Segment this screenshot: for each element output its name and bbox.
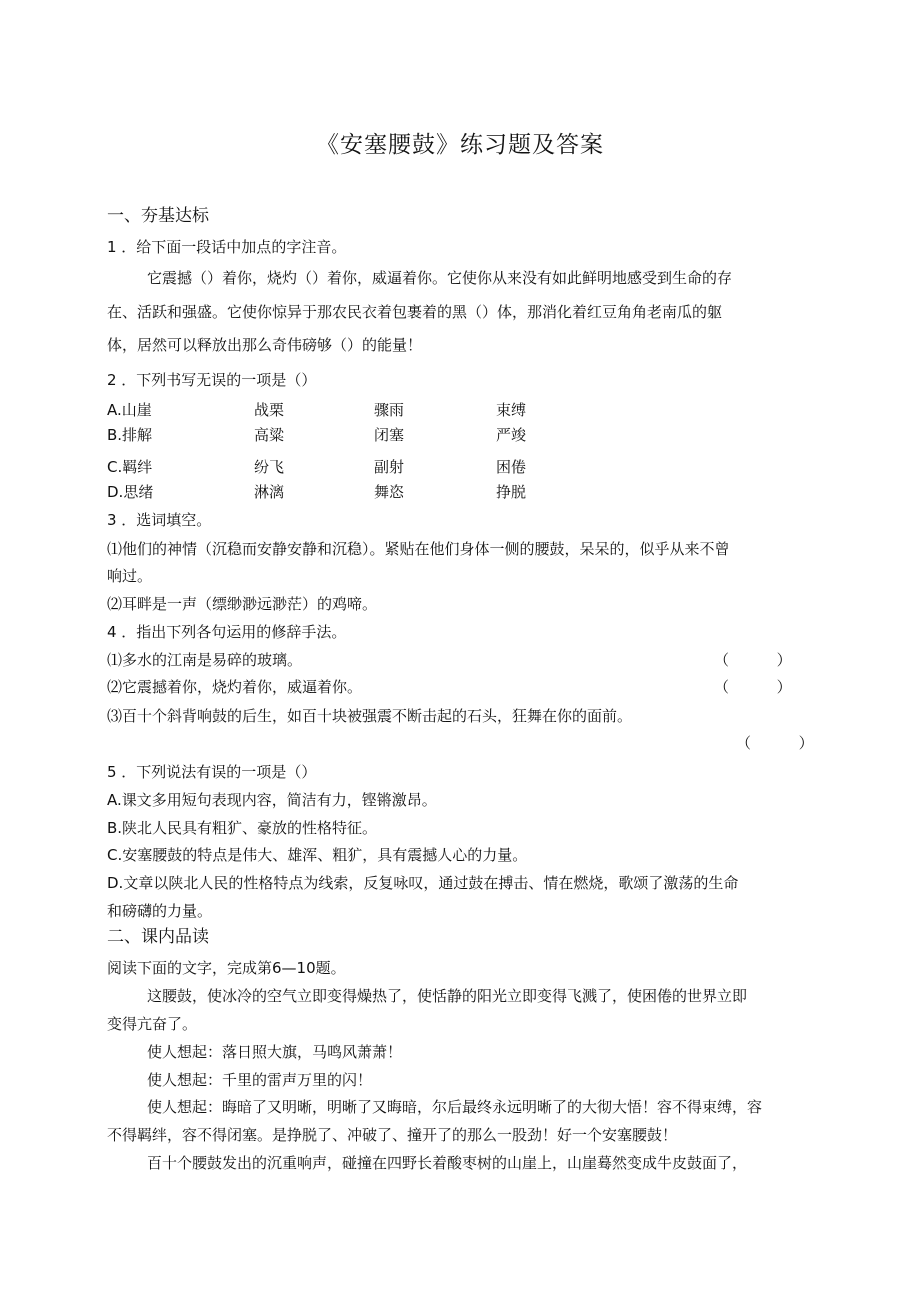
option-c-word-2: 纷飞 [254,458,285,476]
answer-blank: （ ） [714,678,792,696]
option-a-word-2: 战栗 [254,401,285,419]
question-5-option-cont: 和磅礴的力量。 [107,902,213,920]
option-c-word-1: C.羁绊 [107,458,153,476]
question-3-item-1-cont: 响过。 [107,567,153,585]
option-d-word-4: 挣脱 [496,483,527,501]
question-5-option: B.陕北人民具有粗犷、豪放的性格特征。 [107,819,378,837]
section-heading-2: 二、课内品读 [107,927,209,947]
question-4-item-1: ⑴多水的江南是易碎的玻璃。 [107,651,303,669]
option-c-word-4: 困倦 [496,458,527,476]
section-heading-1: 一、夯基达标 [107,206,209,226]
question-5-option: C.安塞腰鼓的特点是伟大、雄浑、粗犷，具有震撼人心的力量。 [107,846,528,864]
question-5-option: A.课文多用短句表现内容，简洁有力，铿锵激昂。 [107,791,437,809]
question-4-item-3: ⑶百十个斜背响鼓的后生，如百十块被强震不断击起的石头，狂舞在你的面前。 [107,707,633,725]
question-1-stem: 1 ．给下面一段话中加点的字注音。 [107,238,347,256]
question-4-item-2: ⑵它震撼着你，烧灼着你，威逼着你。 [107,678,363,696]
question-5-option: D.文章以陕北人民的性格特点为线索，反复咏叹，通过鼓在搏击、情在燃烧，歌颂了激荡的生命 [107,874,739,892]
option-a-word-4: 束缚 [496,401,527,419]
question-1-line: 在、活跃和强盛。它使你惊异于那农民衣着包裹着的黑（）体，那消化着红豆角角老南瓜的躯 [107,303,723,321]
option-a-word-3: 骤雨 [374,401,405,419]
question-3-stem: 3 ．选词填空。 [107,511,212,529]
option-b-word-3: 闭塞 [374,426,405,444]
question-5-stem: 5 ．下列说法有误的一项是（） [107,763,317,781]
option-b-word-1: B.排解 [107,426,153,444]
reading-line: 使人想起：晦暗了又明晰，明晰了又晦暗，尔后最终永远明晰了的大彻大悟！容不得束缚，容 [147,1098,763,1116]
question-3-item-2: ⑵耳畔是一声（缥缈渺远渺茫）的鸡啼。 [107,595,378,613]
option-b-word-2: 高粱 [254,426,285,444]
answer-blank: （ ） [714,651,792,669]
option-d-word-3: 舞恣 [374,483,405,501]
option-c-word-3: 副射 [374,458,405,476]
reading-line: 百十个腰鼓发出的沉重响声，碰撞在四野长着酸枣树的山崖上，山崖蓦然变成牛皮鼓面了， [147,1154,748,1172]
option-d-word-2: 淋漓 [254,483,285,501]
reading-line: 这腰鼓，使冰冷的空气立即变得燥热了，使恬静的阳光立即变得飞溅了，使困倦的世界立即 [147,987,748,1005]
reading-line: 使人想起：落日照大旗，马鸣风萧萧！ [147,1043,403,1061]
question-3-item-1: ⑴他们的神情（沉稳而安静安静和沉稳）。紧贴在他们身体一侧的腰鼓，呆呆的，似乎从来不曾 [107,540,730,558]
reading-intro: 阅读下面的文字，完成第6—10题。 [107,959,346,977]
question-1-line: 它震撼（）着你，烧灼（）着你，威逼着你。它使你从来没有如此鲜明地感受到生命的存 [147,269,733,287]
answer-blank: （ ） [736,734,814,752]
reading-line: 变得亢奋了。 [107,1015,198,1033]
document-title: 《安塞腰鼓》练习题及答案 [316,132,604,158]
reading-line: 使人想起：千里的雷声万里的闪！ [147,1071,373,1089]
option-d-word-1: D.思绪 [107,483,154,501]
question-2-stem: 2 ．下列书写无误的一项是（） [107,371,317,389]
question-1-line: 体，居然可以释放出那么奇伟磅够（）的能量！ [107,336,423,354]
option-a-word-1: A.山崖 [107,401,152,419]
reading-line: 不得羁绊，容不得闭塞。是挣脱了、冲破了、撞开了的那么一股劲！好一个安塞腰鼓！ [107,1126,678,1144]
option-b-word-4: 严竣 [496,426,527,444]
question-4-stem: 4 ．指出下列各句运用的修辞手法。 [107,623,347,641]
